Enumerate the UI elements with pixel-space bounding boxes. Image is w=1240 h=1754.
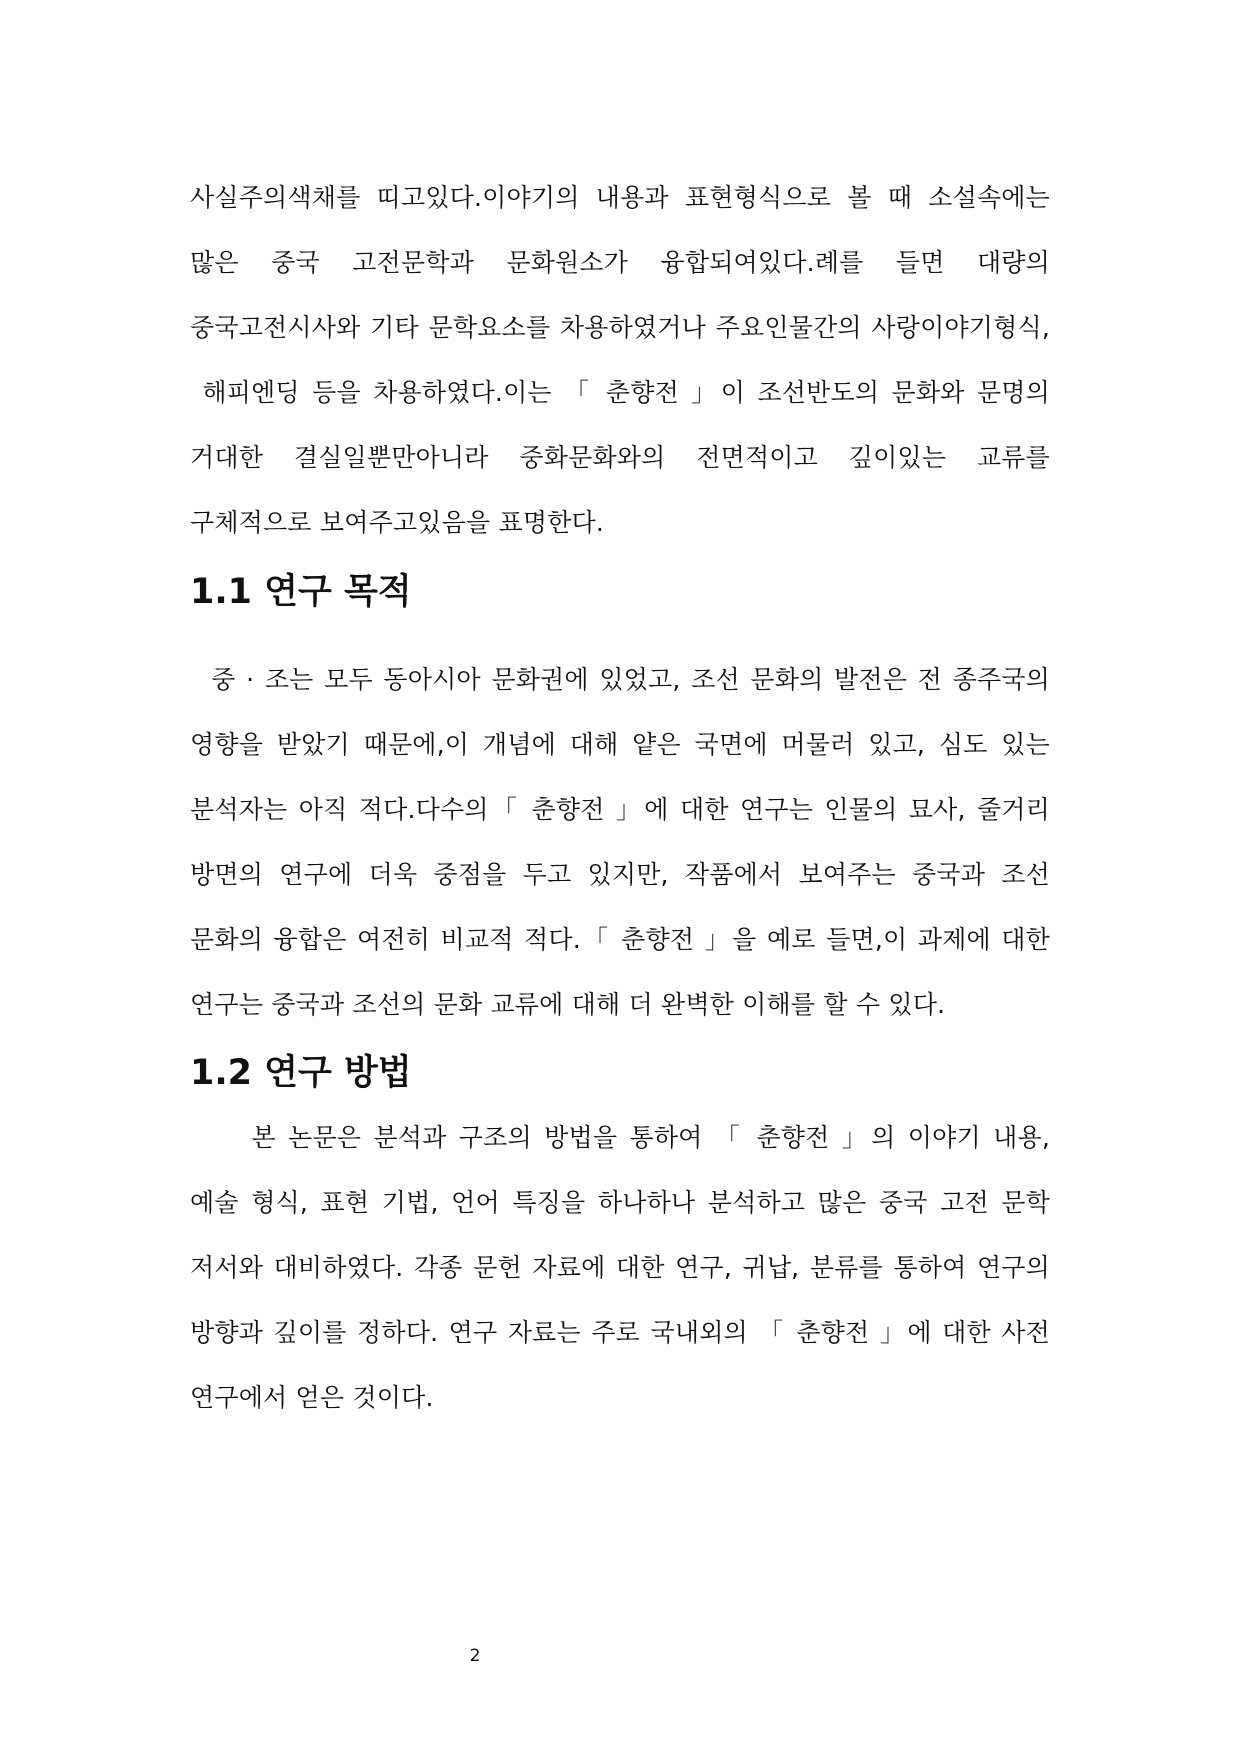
body-text-line: 분석자는 아직 적다.다수의「 춘향전 」에 대한 연구는 인물의 묘사, 줄거리 <box>190 795 1050 824</box>
body-text-line: 영향을 받았기 때문에,이 개념에 대해 얕은 국면에 머물러 있고, 심도 있는 <box>190 730 1050 759</box>
body-text-line: 연구는 중국과 조선의 문화 교류에 대해 더 완벽한 이해를 할 수 있다. <box>190 990 946 1019</box>
body-text-line: 사실주의색채를 띠고있다.이야기의 내용과 표현형식으로 볼 때 소설속에는 <box>190 183 1050 212</box>
body-text-line: 구체적으로 보여주고있음을 표명한다. <box>190 508 605 537</box>
body-text-line: 방향과 깊이를 정하다. 연구 자료는 주로 국내외의 「 춘향전 」에 대한 사전 <box>190 1318 1050 1347</box>
body-text-line: 예술 형식, 표현 기법, 언어 특징을 하나하나 분석하고 많은 중국 고전 문학 <box>190 1188 1050 1217</box>
body-text-line: 중 · 조는 모두 동아시아 문화권에 있었고, 조선 문화의 발전은 전 종주국의 <box>190 665 1050 694</box>
body-text-line: 저서와 대비하였다. 각종 문헌 자료에 대한 연구, 귀납, 분류를 통하여 연구의 <box>190 1253 1050 1282</box>
body-text-line: 중국고전시사와 기타 문학요소를 차용하였거나 주요인물간의 사랑이야기형식, <box>190 313 1050 342</box>
body-text-line: 해피엔딩 등을 차용하였다.이는 「 춘향전 」이 조선반도의 문화와 문명의 <box>190 378 1050 407</box>
body-text-line: 연구에서 얻은 것이다. <box>190 1383 434 1412</box>
page-number: 2 <box>469 1646 481 1666</box>
body-text-line: 거대한 결실일뿐만아니라 중화문화와의 전면적이고 깊이있는 교류를 <box>190 443 1050 472</box>
body-text-line: 문화의 융합은 여전히 비교적 적다.「 춘향전 」을 예로 들면,이 과제에 대한 <box>190 925 1050 954</box>
body-text-line: 방면의 연구에 더욱 중점을 두고 있지만, 작품에서 보여주는 중국과 조선 <box>190 860 1050 889</box>
body-text-line: 많은 중국 고전문학과 문화원소가 융합되여있다.례를 들면 대량의 <box>190 248 1050 277</box>
body-text-line: 본 논문은 분석과 구조의 방법을 통하여 「 춘향전 」의 이야기 내용, <box>190 1123 1050 1152</box>
section-heading: 1.1 연구 목적 <box>190 572 412 612</box>
section-heading: 1.2 연구 방법 <box>190 1053 412 1093</box>
